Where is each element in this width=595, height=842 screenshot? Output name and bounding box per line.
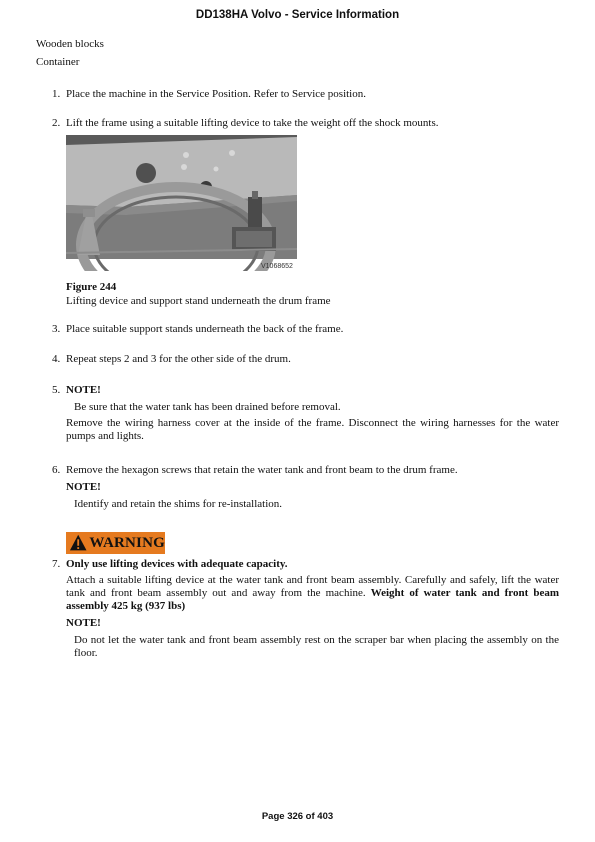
- step-text: Attach a suitable lifting device at the water tank and front beam assembly. Carefully and safely, lift the water tank and front beam assembly out and away from the machine.: [66, 574, 559, 599]
- figure-label: Figure 244: [66, 281, 117, 293]
- weight-spec: Weight of water tank and front beam assembly 425 kg (937 lbs): [66, 587, 560, 612]
- step-number: 7.: [52, 558, 61, 570]
- step-text-block: [66, 574, 559, 613]
- tool-wooden-blocks: Wooden blocks: [36, 38, 104, 50]
- step-text: Repeat steps 2 and 3 for the other side of the drum.: [66, 353, 291, 365]
- warning-label: WARNING: [89, 534, 165, 551]
- step-4: [36, 353, 559, 365]
- note-label: NOTE!: [66, 481, 101, 493]
- step-text: Remove the hexagon screws that retain the water tank and front beam to the drum frame.: [66, 464, 458, 476]
- warning-banner: [66, 532, 165, 554]
- step-text: Place the machine in the Service Position. Refer to Service position.: [66, 88, 366, 100]
- step-text: Lift the frame using a suitable lifting device to take the weight off the shock mounts.: [66, 117, 439, 129]
- step-number: 5.: [52, 384, 61, 396]
- step-3: [36, 323, 559, 335]
- step-number: 1.: [52, 88, 61, 100]
- step-number: 2.: [52, 117, 61, 129]
- figure-caption: Lifting device and support stand underneath the drum frame: [66, 295, 331, 307]
- warning-icon: [69, 533, 87, 553]
- step-number: 3.: [52, 323, 61, 335]
- step-text: Remove the wiring harness cover at the inside of the frame. Disconnect the wiring harnesses for the water pumps and lights.: [66, 417, 559, 442]
- step-6: [36, 464, 559, 510]
- step-number: 4.: [52, 353, 61, 365]
- figure-photo: [66, 135, 297, 271]
- warning-heading: Only use lifting devices with adequate capacity.: [66, 558, 288, 570]
- figure-caption-block: [66, 280, 331, 308]
- note-label: NOTE!: [66, 617, 101, 629]
- step-1: [36, 88, 559, 100]
- page-number: Page 326 of 403: [261, 811, 334, 822]
- step-5: [36, 384, 559, 443]
- step-2: [36, 117, 559, 129]
- note-text: Be sure that the water tank has been drained before removal.: [74, 401, 341, 413]
- step-text: Place suitable support stands underneath the back of the frame.: [66, 323, 344, 335]
- note-text: Do not let the water tank and front beam assembly rest on the scraper bar when placing the assembly on the floor.: [74, 634, 559, 659]
- page-header: DD138HA Volvo - Service Information: [195, 9, 400, 21]
- tool-container: Container: [36, 56, 80, 68]
- step-number: 6.: [52, 464, 61, 476]
- step-7: [36, 558, 559, 660]
- note-text: Identify and retain the shims for re-installation.: [74, 498, 283, 510]
- note-label: NOTE!: [66, 384, 101, 396]
- figure-image-code: V1068652: [261, 263, 293, 270]
